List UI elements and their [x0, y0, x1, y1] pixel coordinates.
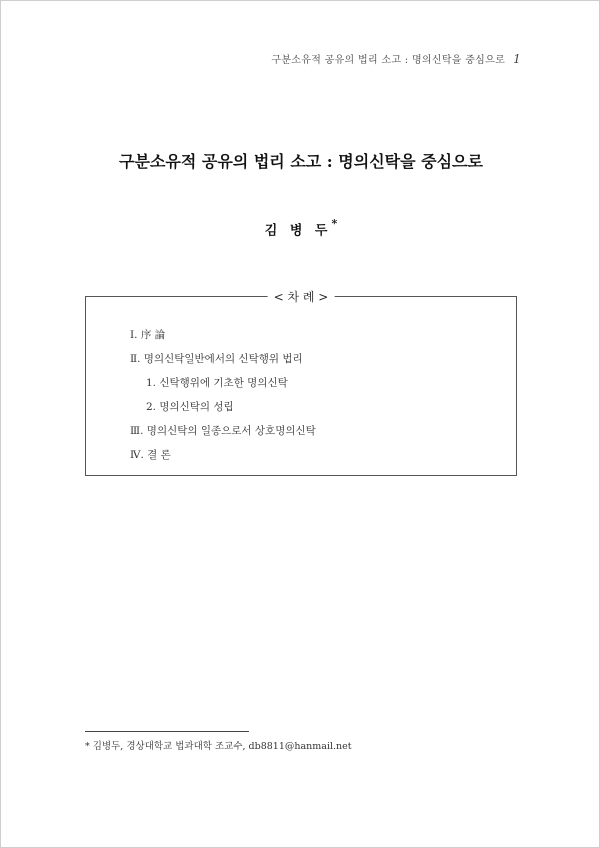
- toc-item: 1. 신탁행위에 기초한 명의신탁: [146, 377, 288, 389]
- running-header: [271, 51, 521, 66]
- author-name: 김 병 두: [264, 223, 332, 239]
- footnote-rule: [85, 731, 249, 732]
- table-of-contents: [85, 290, 517, 476]
- toc-heading: < 차 례 >: [268, 288, 335, 305]
- footnote: * 김병두, 경상대학교 법과대학 조교수, db8811@hanmail.net: [85, 741, 352, 752]
- toc-item: 2. 명의신탁의 성립: [146, 401, 234, 413]
- toc-item: Ⅰ. 序 論: [130, 329, 166, 341]
- toc-list: [130, 323, 316, 467]
- page-number: 1: [513, 52, 521, 66]
- author: [1, 219, 600, 238]
- toc-item: Ⅱ. 명의신탁일반에서의 신탁행위 법리: [130, 353, 303, 365]
- toc-item: Ⅳ. 결 론: [130, 449, 171, 461]
- running-title: 구분소유적 공유의 법리 소고 : 명의신탁을 중심으로: [271, 55, 506, 66]
- toc-item: Ⅲ. 명의신탁의 일종으로서 상호명의신탁: [130, 425, 316, 437]
- author-footnote-marker: *: [331, 217, 338, 230]
- paper-title: 구분소유적 공유의 법리 소고 : 명의신탁을 중심으로: [119, 152, 483, 171]
